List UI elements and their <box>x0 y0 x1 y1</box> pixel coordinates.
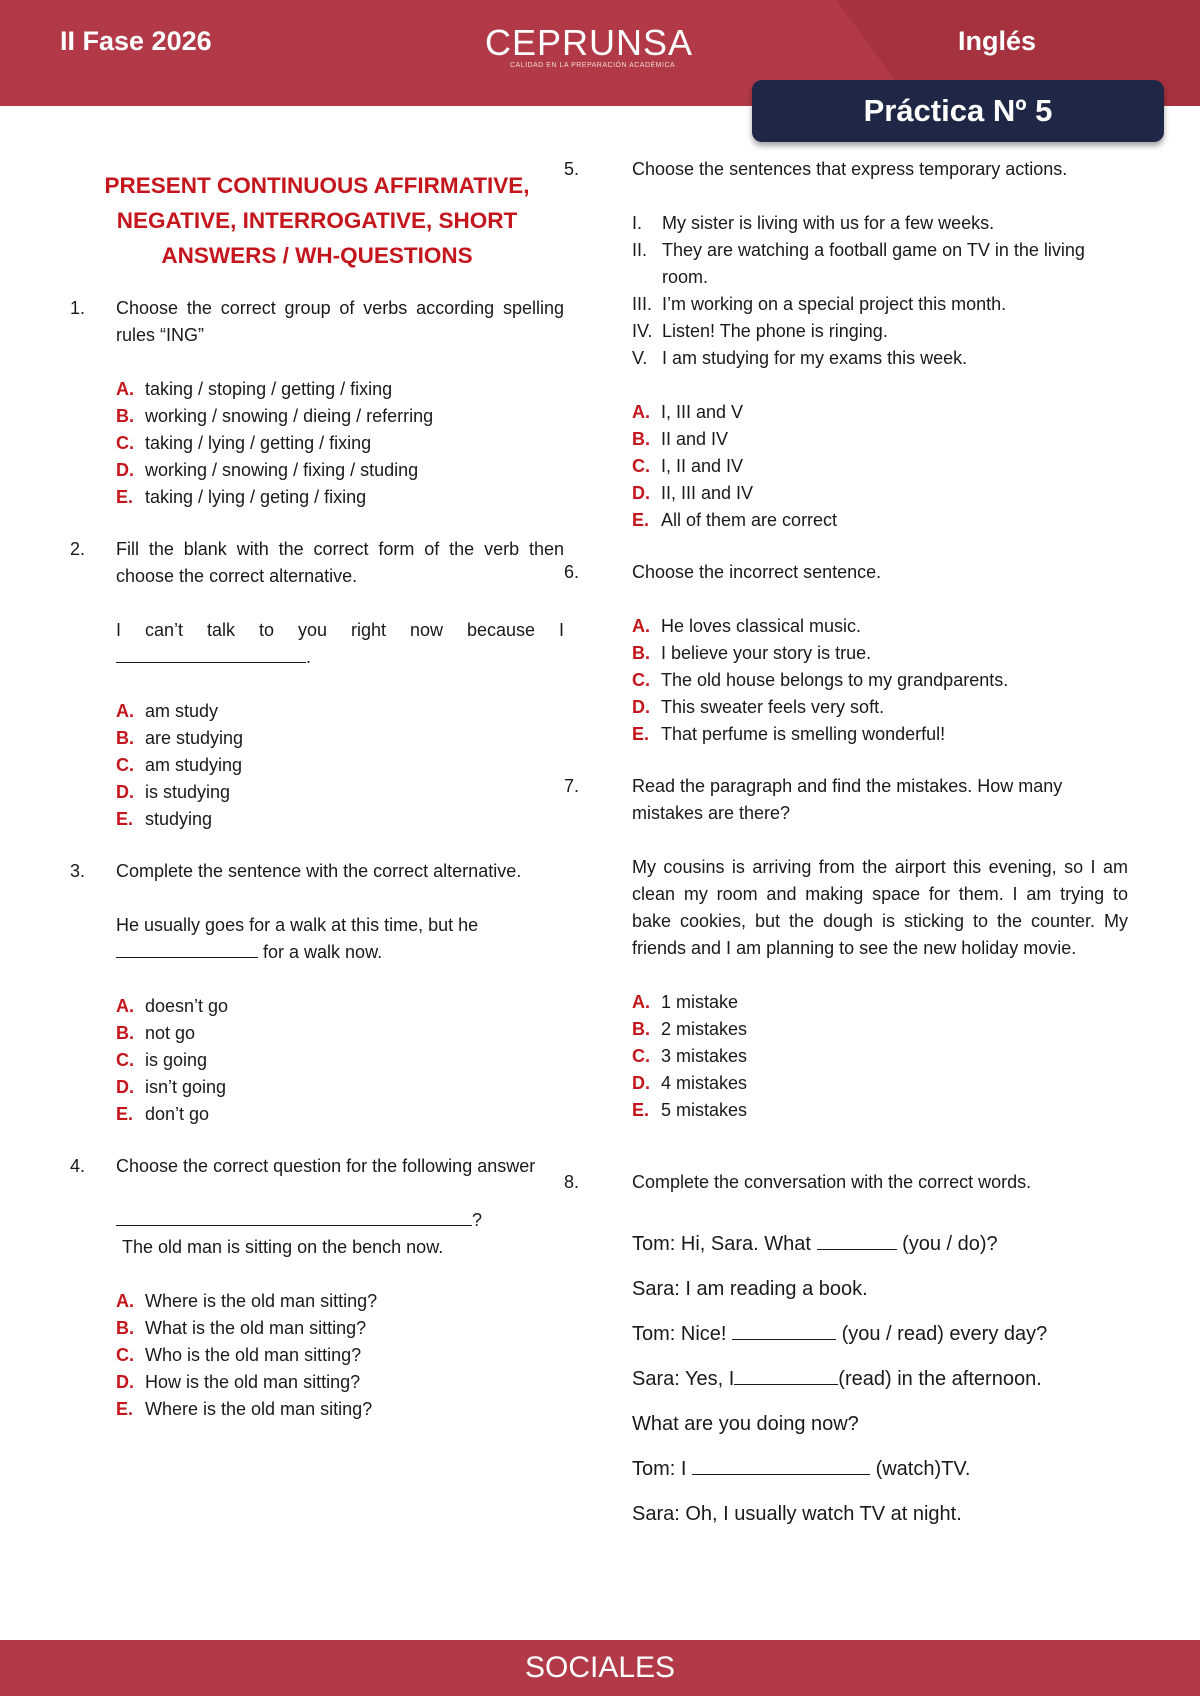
option-b[interactable]: B. 2 mistakes <box>632 1019 748 1039</box>
left-column <box>70 168 564 1448</box>
option-d[interactable]: D. II, III and IV <box>632 483 754 503</box>
options-list <box>116 993 564 1128</box>
statement-item: IV. Listen! The phone is ringing. <box>632 321 888 341</box>
ceprunsa-logo: CEPRUNSA <box>485 22 694 63</box>
question-text: Choose the correct group of verbs according spelling rules “ING” <box>116 298 564 345</box>
option-d[interactable]: D. 4 mistakes <box>632 1073 748 1093</box>
option-c[interactable]: C. The old house belongs to my grandparents. <box>632 670 1009 690</box>
option-b[interactable]: B. are studying <box>116 728 244 748</box>
option-a[interactable]: A. He loves classical music. <box>632 616 862 636</box>
question-8 <box>564 1169 1128 1537</box>
option-b[interactable]: B. I believe your story is true. <box>632 643 872 663</box>
option-b[interactable]: B. II and IV <box>632 429 729 449</box>
question-number: 6. <box>564 562 580 582</box>
option-a[interactable]: A. 1 mistake <box>632 992 739 1012</box>
option-d[interactable]: D. isn’t going <box>116 1077 227 1097</box>
option-d[interactable]: D. This sweater feels very soft. <box>632 697 885 717</box>
conversation-line: Tom: Hi, Sara. What (you / do)? <box>632 1233 998 1255</box>
option-c[interactable]: C. 3 mistakes <box>632 1046 748 1066</box>
page-title: PRESENT CONTINUOUS AFFIRMATIVE, NEGATIVE, INTERROGATIVE, SHORT ANSWERS / WH-QUESTIONS <box>104 173 530 268</box>
option-c[interactable]: C. I, II and IV <box>632 456 744 476</box>
right-column <box>564 156 1128 1562</box>
answer-blank <box>116 1207 472 1226</box>
question-number: 1. <box>70 298 86 318</box>
question-text: Complete the conversation with the correct words. <box>632 1172 1032 1192</box>
phase-label: II Fase 2026 <box>60 26 212 56</box>
option-e[interactable]: E. That perfume is smelling wonderful! <box>632 724 946 744</box>
statement-item: III. I’m working on a special project this month. <box>632 294 1007 314</box>
question-number: 4. <box>70 1156 86 1176</box>
conversation-line: Sara: I am reading a book. <box>632 1278 868 1300</box>
question-3 <box>70 858 564 1128</box>
page-footer: SOCIALES <box>0 1640 1200 1696</box>
option-b[interactable]: B. not go <box>116 1023 196 1043</box>
option-e[interactable]: E. Where is the old man siting? <box>116 1399 373 1419</box>
conversation-line: Tom: I (watch)TV. <box>632 1458 971 1480</box>
question-number: 7. <box>564 776 580 796</box>
question-4 <box>70 1153 564 1423</box>
option-d[interactable]: D. How is the old man sitting? <box>116 1372 361 1392</box>
answer-blank <box>692 1456 870 1475</box>
answer-blank <box>732 1321 836 1340</box>
question-paragraph: My cousins is arriving from the airport this evening, so I am clean my room and making space for them. I am trying to bake cookies, but the dough is sticking to the counter. My friends and I am planning to see the new holiday movie. <box>632 857 1128 958</box>
question-number: 5. <box>564 159 580 179</box>
question-number: 3. <box>70 861 86 881</box>
question-text: Complete the sentence with the correct alternative. <box>116 861 522 881</box>
answer-blank <box>817 1231 897 1250</box>
option-e[interactable]: E. All of them are correct <box>632 510 838 530</box>
question-number: 2. <box>70 539 86 559</box>
practice-badge: Práctica Nº 5 <box>752 80 1164 142</box>
answer-blank <box>116 644 306 663</box>
option-b[interactable]: B. What is the old man sitting? <box>116 1318 367 1338</box>
subject-label: Inglés <box>958 26 1037 56</box>
statement-item: V. I am studying for my exams this week. <box>632 348 968 368</box>
option-e[interactable]: E. studying <box>116 809 213 829</box>
question-text: Choose the sentences that express temporary actions. <box>632 159 1068 179</box>
option-c[interactable]: C. Who is the old man sitting? <box>116 1345 362 1365</box>
answer-blank <box>116 939 258 958</box>
option-c[interactable]: C. is going <box>116 1050 208 1070</box>
statement-item: II. They are watching a football game on TV in the living room. <box>632 240 1085 287</box>
option-e[interactable]: E. taking / lying / geting / fixing <box>116 487 367 507</box>
options-list <box>116 376 564 511</box>
options-list <box>116 1288 564 1423</box>
question-1 <box>70 295 564 511</box>
logo-tagline: CALIDAD EN LA PREPARACIÓN ACADÉMICA <box>510 62 676 69</box>
option-a[interactable]: A. Where is the old man sitting? <box>116 1291 378 1311</box>
options-list <box>632 989 1128 1124</box>
option-b[interactable]: B. working / snowing / dieing / referring <box>116 406 434 426</box>
option-c[interactable]: C. am studying <box>116 755 243 775</box>
options-list <box>116 698 564 833</box>
question-text: Choose the incorrect sentence. <box>632 562 882 582</box>
options-list <box>632 613 1128 748</box>
statements-list <box>632 210 1128 372</box>
option-e[interactable]: E. don’t go <box>116 1104 210 1124</box>
conversation-line: Sara: Oh, I usually watch TV at night. <box>632 1503 962 1525</box>
question-text: Choose the correct question for the following answer <box>116 1156 536 1176</box>
options-list <box>632 399 1128 534</box>
question-answer: ? The old man is sitting on the bench now. <box>116 1207 564 1261</box>
question-text: Read the paragraph and find the mistakes. How many mistakes are there? <box>632 776 1063 823</box>
conversation <box>632 1222 1128 1537</box>
option-d[interactable]: D. is studying <box>116 782 231 802</box>
question-7 <box>564 773 1128 1124</box>
statement-item: I. My sister is living with us for a few weeks. <box>632 213 995 233</box>
question-2 <box>70 536 564 833</box>
question-sentence: He usually goes for a walk at this time, but he for a walk now. <box>116 915 479 962</box>
question-text: Fill the blank with the correct form of the verb then choose the correct alternative. <box>116 539 564 586</box>
option-e[interactable]: E. 5 mistakes <box>632 1100 748 1120</box>
question-number: 8. <box>564 1172 580 1192</box>
option-c[interactable]: C. taking / lying / getting / fixing <box>116 433 372 453</box>
question-sentence: I can’t talk to you right now because I . <box>116 620 564 667</box>
conversation-line: Sara: Yes, I (read) in the afternoon. <box>632 1368 1042 1390</box>
option-a[interactable]: A. doesn’t go <box>116 996 229 1016</box>
question-5 <box>564 156 1128 534</box>
option-d[interactable]: D. working / snowing / fixing / studing <box>116 460 419 480</box>
conversation-line: What are you doing now? <box>632 1413 859 1435</box>
option-a[interactable]: A. I, III and V <box>632 402 744 422</box>
option-a[interactable]: A. taking / stoping / getting / fixing <box>116 379 393 399</box>
option-a[interactable]: A. am study <box>116 701 219 721</box>
question-6 <box>564 559 1128 748</box>
conversation-line: Tom: Nice! (you / read) every day? <box>632 1323 1048 1345</box>
answer-blank <box>734 1366 838 1385</box>
